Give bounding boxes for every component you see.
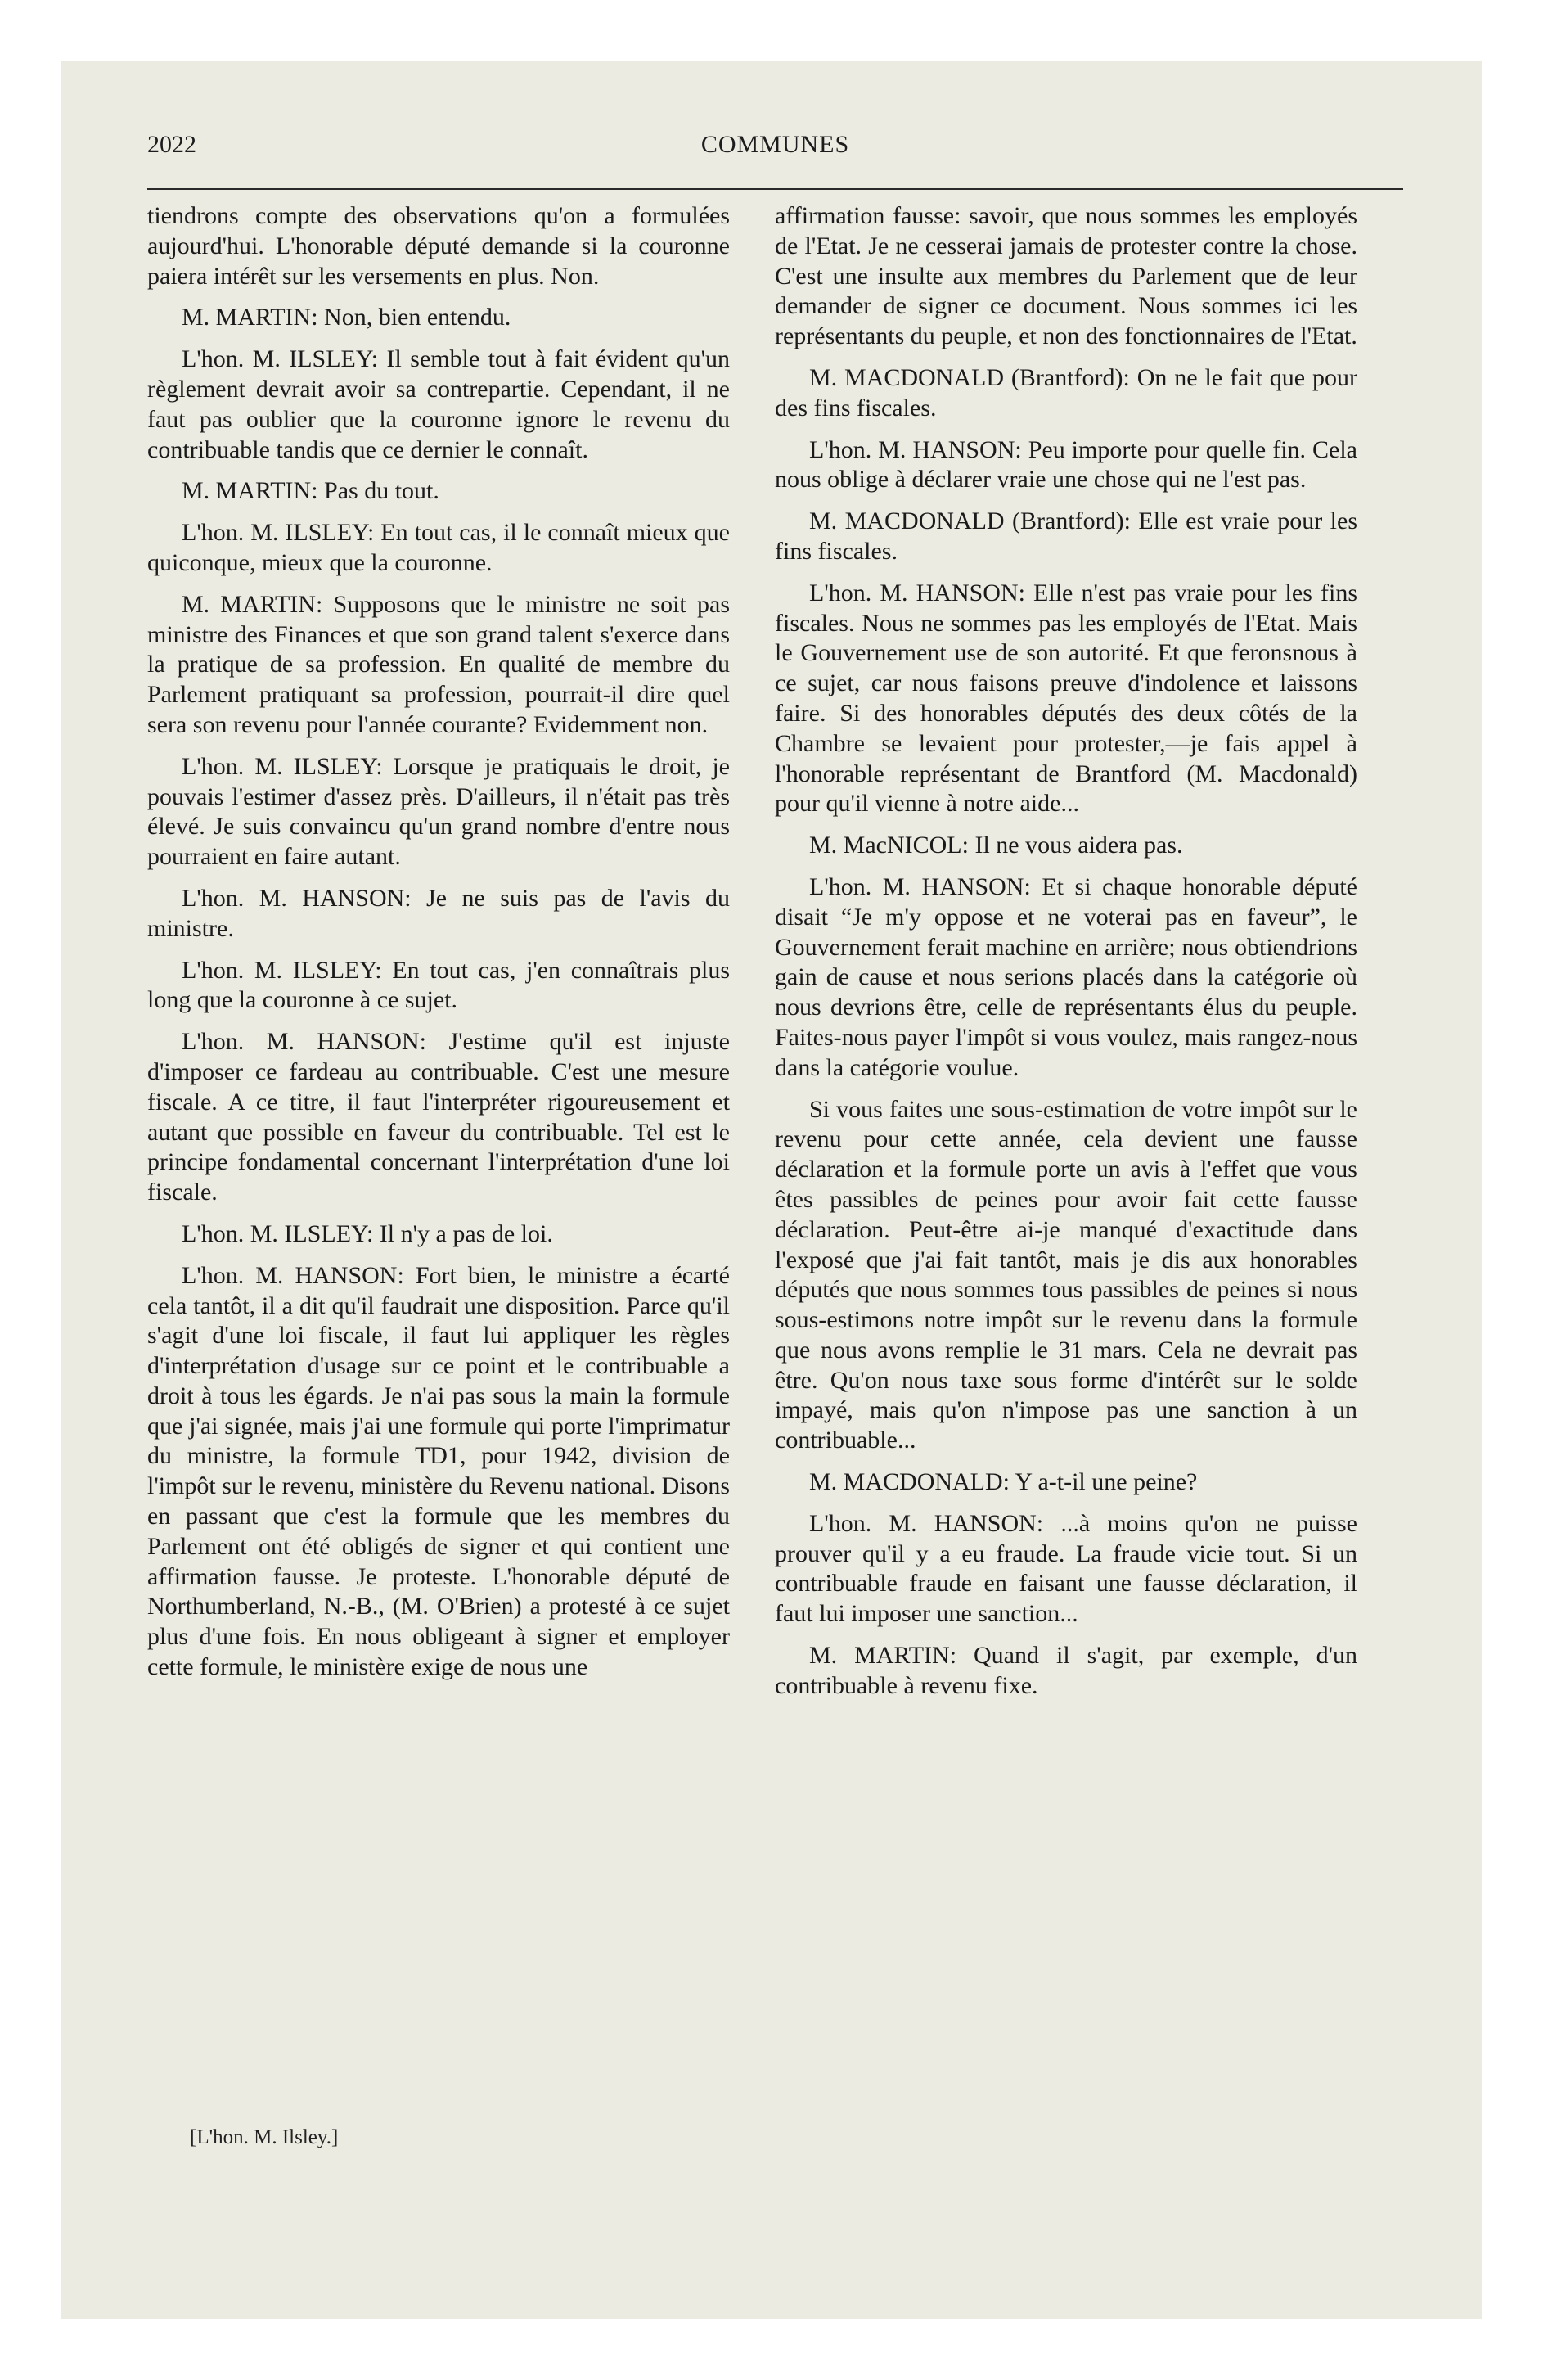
paragraph: L'hon. M. HANSON: Et si chaque honorable député disait “Je m'y oppose et ne voterai pas en faveur”, le Gouvernement ferait machine en arrière; nous obtiendrions gain de cause et nous serions placés dans la catégorie où nous devrions être, celle de représentants élus du peuple. Faites-nous payer l'impôt si vous voulez, mais rangez-nous dans la catégorie voulue. — [775, 872, 1357, 1081]
page-header — [147, 131, 1403, 169]
left-column — [147, 201, 730, 1694]
paragraph: L'hon. M. HANSON: J'estime qu'il est injuste d'imposer ce fardeau au contribuable. C'est une mesure fiscale. A ce titre, il faut l'interpréter rigoureusement et autant que possible en faveur du contribuable. Tel est le principe fondamental concernant l'interprétation d'une loi fiscale. — [147, 1028, 730, 1206]
paragraph: M. MACDONALD (Brantford): Elle est vraie pour les fins fiscales. — [775, 507, 1357, 565]
paragraph: L'hon. M. ILSLEY: En tout cas, j'en connaîtrais plus long que la couronne à ce sujet. — [147, 956, 730, 1014]
paragraph: L'hon. M. HANSON: Je ne suis pas de l'avis du ministre. — [147, 884, 730, 942]
paragraph: M. MACDONALD (Brantford): On ne le fait que pour des fins fiscales. — [775, 363, 1357, 421]
paragraph: M. MARTIN: Quand il s'agit, par exemple, d'un contribuable à revenu fixe. — [775, 1642, 1357, 1699]
paragraph: L'hon. M. HANSON: Elle n'est pas vraie pour les fins fiscales. Nous ne sommes pas les employés de l'Etat. Mais le Gouvernement use de son autorité. Et que feronsnous à ce sujet, car nous faisons preuve d'indolence et laissons faire. Si des honorables députés des deux côtés de la Chambre se levaient pour protester,—je fais appel à l'honorable représentant de Brantford (M. Macdonald) pour qu'il vienne à notre aide... — [775, 579, 1357, 818]
paragraph: Si vous faites une sous-estimation de votre impôt sur le revenu pour cette année, cela devient une fausse déclaration et la formule porte un avis à l'effet que vous êtes passibles de peines pour avoir fait cette fausse déclaration. Peut-être ai-je manqué d'exactitude dans l'exposé que j'ai fait tantôt, mais je dis aux honorables députés que nous sommes tous passibles de peines si nous sous-estimons notre impôt sur le revenu dans la formule que nous avons remplie le 31 mars. Cela ne devrait pas être. Qu'on nous taxe sous forme d'intérêt sur le solde impayé, mais qu'on n'impose pas une sanction à un contribuable... — [775, 1095, 1357, 1454]
paragraph: M. MacNICOL: Il ne vous aidera pas. — [809, 832, 1183, 859]
paragraph: M. MACDONALD: Y a-t-il une peine? — [809, 1468, 1198, 1496]
paragraph: M. MARTIN: Pas du tout. — [182, 477, 439, 505]
header-rule — [147, 188, 1403, 190]
paragraph: affirmation fausse: savoir, que nous sommes les employés de l'Etat. Je ne cesserai jamais de protester contre la chose. C'est une insulte aux membres du Parlement que de leur demander de signer ce document. Nous sommes ici les représentants du peuple, et non des fonctionnaires de l'Etat. — [775, 202, 1357, 350]
paragraph: tiendrons compte des observations qu'on a formulées aujourd'hui. L'honorable député demande si la couronne paiera intérêt sur les versements en plus. Non. — [147, 202, 730, 290]
paragraph: L'hon. M. ILSLEY: Lorsque je pratiquais le droit, je pouvais l'estimer d'assez près. D'ailleurs, il n'était pas très élevé. Je suis convaincu qu'un grand nombre d'entre nous pourraient en faire autant. — [147, 752, 730, 871]
paragraph: L'hon. M. ILSLEY: Il n'y a pas de loi. — [182, 1219, 553, 1247]
paragraph: L'hon. M. ILSLEY: Il semble tout à fait évident qu'un règlement devrait avoir sa contrepartie. Cependant, il ne faut pas oublier que la couronne ignore le revenu du contribuable tandis que ce dernier le connaît. — [147, 345, 730, 463]
right-column — [775, 201, 1357, 1713]
page-number: 2022 — [147, 131, 196, 158]
paragraph: L'hon. M. HANSON: ...à moins qu'on ne puisse prouver qu'il y a eu fraude. La fraude vicie tout. Si un contribuable fraude en faisant une fausse déclaration, il faut lui imposer une sanction... — [775, 1509, 1357, 1628]
paragraph: L'hon. M. HANSON: Fort bien, le ministre a écarté cela tantôt, il a dit qu'il faudrait une disposition. Parce qu'il s'agit d'une loi fiscale, il faut lui appliquer les règles d'interprétation d'usage sur ce point et le contribuable a droit à tous les égards. Je n'ai pas sous la main la formule que j'ai signée, mais j'ai une formule qui porte l'imprimatur du ministre, la formule TD1, pour 1942, division de l'impôt sur le revenu, ministère du Revenu national. Disons en passant que c'est la formule que les membres du Parlement ont été obligés de signer et qui contient une affirmation fausse. Je proteste. L'honorable député de Northumberland, N.-B., (M. O'Brien) a protesté à ce sujet plus d'une fois. En nous obligeant à signer et employer cette formule, le ministère exige de nous une — [147, 1261, 730, 1681]
paragraph: L'hon. M. HANSON: Peu importe pour quelle fin. Cela nous oblige à déclarer vraie une chose qui ne l'est pas. — [775, 435, 1357, 494]
running-head: COMMUNES — [700, 131, 850, 158]
speaker-attribution: [L'hon. M. Ilsley.] — [190, 2126, 339, 2148]
paragraph: M. MARTIN: Non, bien entendu. — [182, 304, 511, 331]
paragraph: L'hon. M. ILSLEY: En tout cas, il le connaît mieux que quiconque, mieux que la couronne. — [147, 519, 730, 576]
paragraph: M. MARTIN: Supposons que le ministre ne soit pas ministre des Finances et que son grand talent s'exerce dans la pratique de sa profession. En qualité de membre du Parlement pratiquant sa profession, pourrait-il dire quel sera son revenu pour l'année courante? Evidemment non. — [147, 590, 730, 738]
